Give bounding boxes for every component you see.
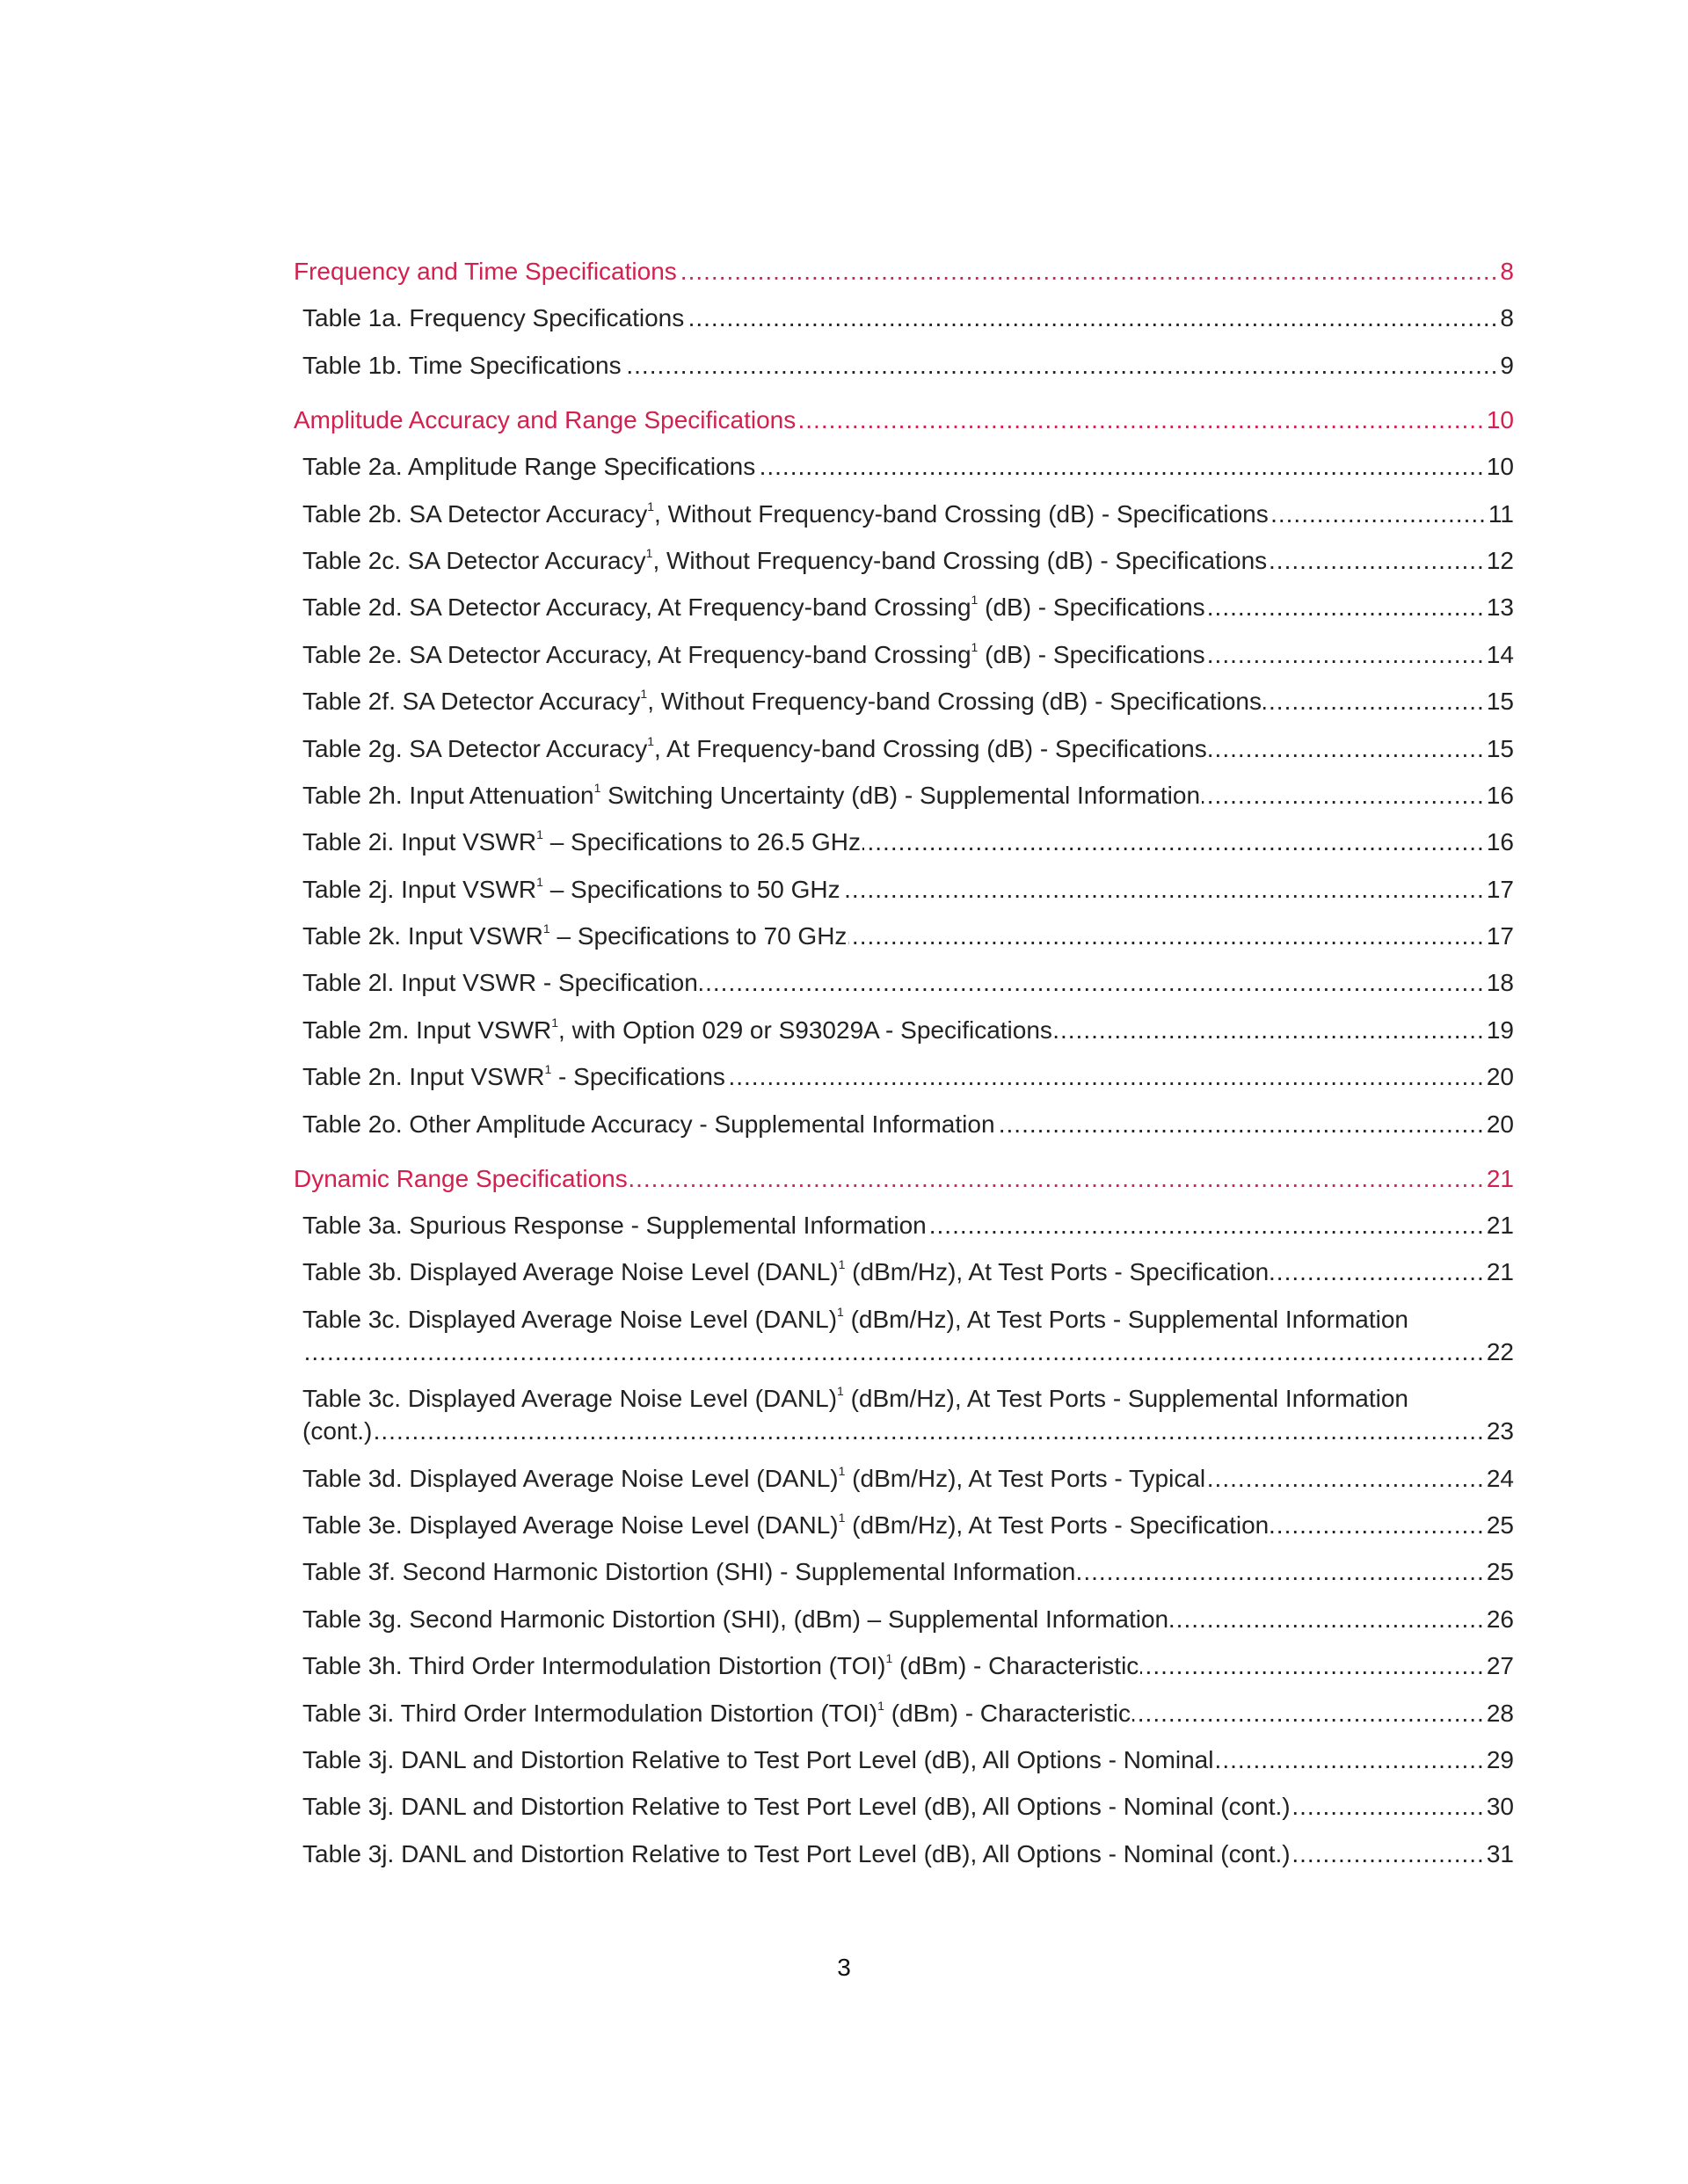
entry-title-text: Table 3b. Displayed Average Noise Level (DANL) [302,1258,839,1286]
toc-entry[interactable] [294,1649,1514,1682]
entry-title-text: Table 3g. Second Harmonic Distortion (SHI), (dBm) – Supplemental Information [302,1605,1169,1633]
dot-leader [757,450,1485,483]
dot-leader [1207,638,1485,671]
page-ref: 21 [1486,1164,1514,1192]
page-ref: 17 [1486,875,1514,903]
heading-title: Dynamic Range Specifications [294,1164,628,1192]
entry-title-text: Table 3h. Third Order Intermodulation Distortion (TOI) [302,1652,886,1680]
toc-entry[interactable] [294,1256,1514,1288]
entry-title-text: Table 3c. Displayed Average Noise Level (DANL) [302,1385,838,1413]
entry-title-text: , Without Frequency-band Crossing (dB) - Specifications [647,688,1262,716]
dot-leader [797,404,1485,436]
entry-title-text: Table 2m. Input VSWR [302,1016,552,1044]
toc-entry[interactable] [294,779,1514,812]
heading-title: Frequency and Time Specifications [294,258,677,285]
entry-title [302,1790,1291,1823]
page-ref: 21 [1486,1212,1514,1240]
dot-leader [629,1162,1485,1195]
page-ref: 25 [1486,1558,1514,1586]
entry-title [302,1697,1131,1729]
entry-title-text: Table 3j. DANL and Distortion Relative to Test Port Level (dB), All Options - Nominal (cont.) [302,1839,1291,1867]
toc-entry[interactable] [294,498,1514,530]
dot-leader [1202,779,1485,812]
page-ref: 17 [1486,922,1514,950]
toc-entry[interactable] [294,966,1514,999]
entry-title-text: (dB) - Specifications [978,640,1205,668]
entry-title [302,779,1200,812]
dot-leader [686,302,1498,334]
toc-entry[interactable] [294,1382,1514,1415]
toc-section-heading[interactable] [294,404,1514,436]
entry-title [302,1303,1408,1336]
toc-entry[interactable] [294,1509,1514,1541]
entry-title-text: , At Frequency-band Crossing (dB) - Specifications [654,734,1207,762]
table-of-contents [294,255,1514,1884]
toc-entry[interactable] [294,826,1514,858]
page-ref: 21 [1486,1258,1514,1286]
page-ref: 19 [1486,1016,1514,1044]
dot-leader [997,1108,1485,1140]
dot-leader [1270,1509,1485,1541]
toc-entry[interactable] [294,1108,1514,1140]
dot-leader [1054,1014,1485,1046]
dot-leader [727,1060,1485,1093]
dot-leader [1170,1603,1485,1635]
entry-title-text: (dBm/Hz), At Test Ports - Specification [845,1511,1270,1539]
page-ref: 13 [1486,593,1514,622]
dot-leader [679,255,1499,288]
entry-title-text: Table 2l. Input VSWR - Specification [302,969,698,997]
dot-leader [862,826,1485,858]
entry-title-text: Table 3a. Spurious Response - Supplemental Information [302,1212,927,1240]
page-ref: 29 [1486,1745,1514,1773]
entry-title [302,349,622,382]
toc-entry[interactable] [294,1014,1514,1046]
page-ref: 8 [1500,304,1514,332]
dot-leader [1207,1462,1485,1495]
footnote-marker: 1 [645,545,653,560]
footnote-marker: 1 [536,827,543,842]
toc-entry[interactable] [294,349,1514,382]
entry-title-text: Table 3j. DANL and Distortion Relative to Test Port Level (dB), All Options - Nominal (cont.) [302,1793,1291,1821]
entry-title [302,1649,1139,1682]
entry-title [302,1209,927,1241]
footnote-marker: 1 [536,874,543,889]
entry-title [302,1603,1168,1635]
entry-title [302,826,861,858]
entry-title [302,873,840,906]
footnote-marker: 1 [838,1257,846,1272]
page-ref: 16 [1486,828,1514,856]
page-ref: 26 [1486,1605,1514,1633]
entry-title [302,1838,1291,1870]
toc-entry[interactable] [294,450,1514,483]
entry-title [302,732,1207,765]
entry-title-text: (dBm) - Characteristic [884,1699,1131,1727]
entry-title-text: (dBm/Hz), At Test Ports - Supplemental Information [843,1305,1408,1333]
page-ref: 28 [1486,1699,1514,1727]
page-ref: 25 [1486,1511,1514,1539]
dot-leader [374,1415,1484,1447]
entry-title-text: Table 3c. Displayed Average Noise Level (DANL) [302,1305,838,1333]
page-ref: 20 [1486,1110,1514,1138]
entry-title-text: Table 3e. Displayed Average Noise Level (DANL) [302,1511,839,1539]
entry-title [302,1555,1075,1588]
entry-title [302,966,698,999]
page-ref: 9 [1500,351,1514,379]
page-ref: 15 [1486,734,1514,762]
toc-entry-continuation[interactable] [294,1336,1514,1368]
page-ref: 15 [1486,688,1514,716]
entry-title-text: Table 1a. Frequency Specifications [302,304,685,332]
toc-entry[interactable] [294,1060,1514,1093]
footnote-marker: 1 [593,780,601,795]
dot-leader [842,873,1485,906]
page-ref: 31 [1486,1839,1514,1867]
page-ref: 11 [1488,499,1514,528]
entry-title-text: Table 2h. Input Attenuation [302,781,594,809]
dot-leader [1077,1555,1485,1588]
toc-entry[interactable] [294,920,1514,952]
entry-title [302,1744,1213,1776]
entry-title-text: Table 2j. Input VSWR [302,875,537,903]
entry-title-text: Table 2g. SA Detector Accuracy [302,734,648,762]
entry-title-text: Table 3d. Displayed Average Noise Level (DANL) [302,1464,839,1492]
toc-entry[interactable] [294,591,1514,623]
page-ref: 20 [1486,1063,1514,1091]
page-ref: 27 [1486,1652,1514,1680]
entry-title-text: Table 2c. SA Detector Accuracy [302,546,646,574]
toc-section [294,404,1514,1140]
entry-title-text: (dBm/Hz), At Test Ports - Supplemental Information [843,1385,1408,1413]
dot-leader [1292,1838,1485,1870]
toc-section-heading[interactable] [294,255,1514,288]
footnote-marker: 1 [542,921,550,936]
toc-entry[interactable] [294,544,1514,577]
entry-title [302,544,1267,577]
dot-leader [1140,1649,1485,1682]
entry-title-text: , with Option 029 or S93029A - Specifications [558,1016,1052,1044]
entry-title [302,1509,1269,1541]
entry-title-text: (dBm/Hz), At Test Ports - Specification [845,1258,1270,1286]
toc-section [294,255,1514,382]
toc-entry[interactable] [294,1790,1514,1823]
page-ref: 12 [1486,546,1514,574]
page-number: 3 [837,1954,851,1981]
footnote-marker: 1 [544,1062,552,1077]
dot-leader [1209,732,1485,765]
entry-title [302,1256,1269,1288]
entry-title-text: Table 2o. Other Amplitude Accuracy - Supplemental Information [302,1110,995,1138]
entry-title-text: Table 2f. SA Detector Accuracy [302,688,641,716]
footnote-marker: 1 [838,1463,846,1478]
entry-title [302,591,1205,623]
dot-leader [1263,685,1485,717]
page-ref: 22 [1486,1337,1514,1365]
entry-title [302,685,1262,717]
footnote-marker: 1 [837,1384,844,1399]
dot-leader [304,1336,1485,1368]
dot-leader [1269,544,1485,577]
page-ref: 24 [1486,1464,1514,1492]
entry-title-text: Table 2n. Input VSWR [302,1063,545,1091]
dot-leader [700,966,1485,999]
page-ref: 23 [1486,1417,1514,1445]
entry-title-text: Switching Uncertainty (dB) - Supplemental Information [600,781,1201,809]
entry-title [302,1382,1408,1415]
dot-leader [848,920,1484,952]
footnote-marker: 1 [971,593,979,608]
entry-title-text: (dB) - Specifications [978,593,1205,622]
toc-entry[interactable] [294,302,1514,334]
entry-title [302,638,1205,671]
dot-leader [623,349,1499,382]
toc-entry[interactable] [294,1744,1514,1776]
footnote-marker: 1 [551,1015,559,1030]
footnote-marker: 1 [877,1698,884,1713]
toc-entry[interactable] [294,1303,1514,1336]
entry-title-text: Table 2d. SA Detector Accuracy, At Frequency-band Crossing [302,593,971,622]
toc-section-heading[interactable] [294,1162,1514,1195]
entry-title-text: Table 1b. Time Specifications [302,351,622,379]
dot-leader [1270,1256,1485,1288]
footnote-marker: 1 [838,1510,846,1525]
footnote-marker: 1 [640,687,648,702]
entry-title-text: – Specifications to 70 GHz [549,922,848,950]
footnote-marker: 1 [885,1651,893,1666]
entry-title-text: , Without Frequency-band Crossing (dB) - Specifications [654,499,1269,528]
entry-title [302,498,1269,530]
page-ref: 18 [1486,969,1514,997]
toc-entry[interactable] [294,1462,1514,1495]
entry-title [302,1014,1052,1046]
toc-entry[interactable] [294,1697,1514,1729]
page-ref: 8 [1500,258,1514,285]
toc-entry[interactable] [294,1209,1514,1241]
entry-title-text: – Specifications to 26.5 GHz [542,828,861,856]
dot-leader [1207,591,1485,623]
page-ref: 30 [1486,1793,1514,1821]
dot-leader [1270,498,1487,530]
entry-title-text: – Specifications to 50 GHz [542,875,840,903]
toc-entry[interactable] [294,873,1514,906]
entry-title-text: - Specifications [551,1063,725,1091]
toc-entry[interactable] [294,1838,1514,1870]
entry-title-text: Table 2e. SA Detector Accuracy, At Frequency-band Crossing [302,640,971,668]
entry-title-text: Table 3f. Second Harmonic Distortion (SHI) - Supplemental Information [302,1558,1076,1586]
entry-title-text: Table 2i. Input VSWR [302,828,537,856]
page-ref: 14 [1486,640,1514,668]
entry-title-text: Table 3i. Third Order Intermodulation Distortion (TOI) [302,1699,878,1727]
heading-title: Amplitude Accuracy and Range Specifications [294,405,797,433]
footnote-marker: 1 [971,639,979,654]
toc-section [294,1162,1514,1870]
entry-title [302,1060,725,1093]
toc-entry-continuation[interactable] [294,1415,1514,1447]
entry-title-text: , Without Frequency-band Crossing (dB) - Specifications [652,546,1268,574]
entry-title-cont: (cont.) [302,1417,373,1445]
entry-title [302,920,847,952]
toc-entry[interactable] [294,1603,1514,1635]
page-ref: 10 [1486,405,1514,433]
page-ref: 10 [1486,453,1514,481]
footnote-marker: 1 [647,733,655,748]
entry-title-text: (dBm/Hz), At Test Ports - Typical [845,1464,1206,1492]
dot-leader [1132,1697,1485,1729]
entry-title [302,1108,995,1140]
dot-leader [928,1209,1485,1241]
toc-entry[interactable] [294,732,1514,765]
toc-entry[interactable] [294,638,1514,671]
entry-title [302,450,755,483]
dot-leader [1292,1790,1485,1823]
entry-title [302,302,684,334]
toc-entry[interactable] [294,1555,1514,1588]
entry-title-text: Table 3j. DANL and Distortion Relative to Test Port Level (dB), All Options - Nominal [302,1745,1214,1773]
entry-title-text: (dBm) - Characteristic [892,1652,1139,1680]
entry-title-text: Table 2b. SA Detector Accuracy [302,499,648,528]
entry-title [302,1462,1205,1495]
page-ref: 16 [1486,781,1514,809]
footnote-marker: 1 [647,499,655,513]
footnote-marker: 1 [837,1304,844,1319]
entry-title-text: Table 2a. Amplitude Range Specifications [302,453,756,481]
entry-title-text: Table 2k. Input VSWR [302,922,543,950]
toc-entry[interactable] [294,685,1514,717]
dot-leader [1215,1744,1484,1776]
